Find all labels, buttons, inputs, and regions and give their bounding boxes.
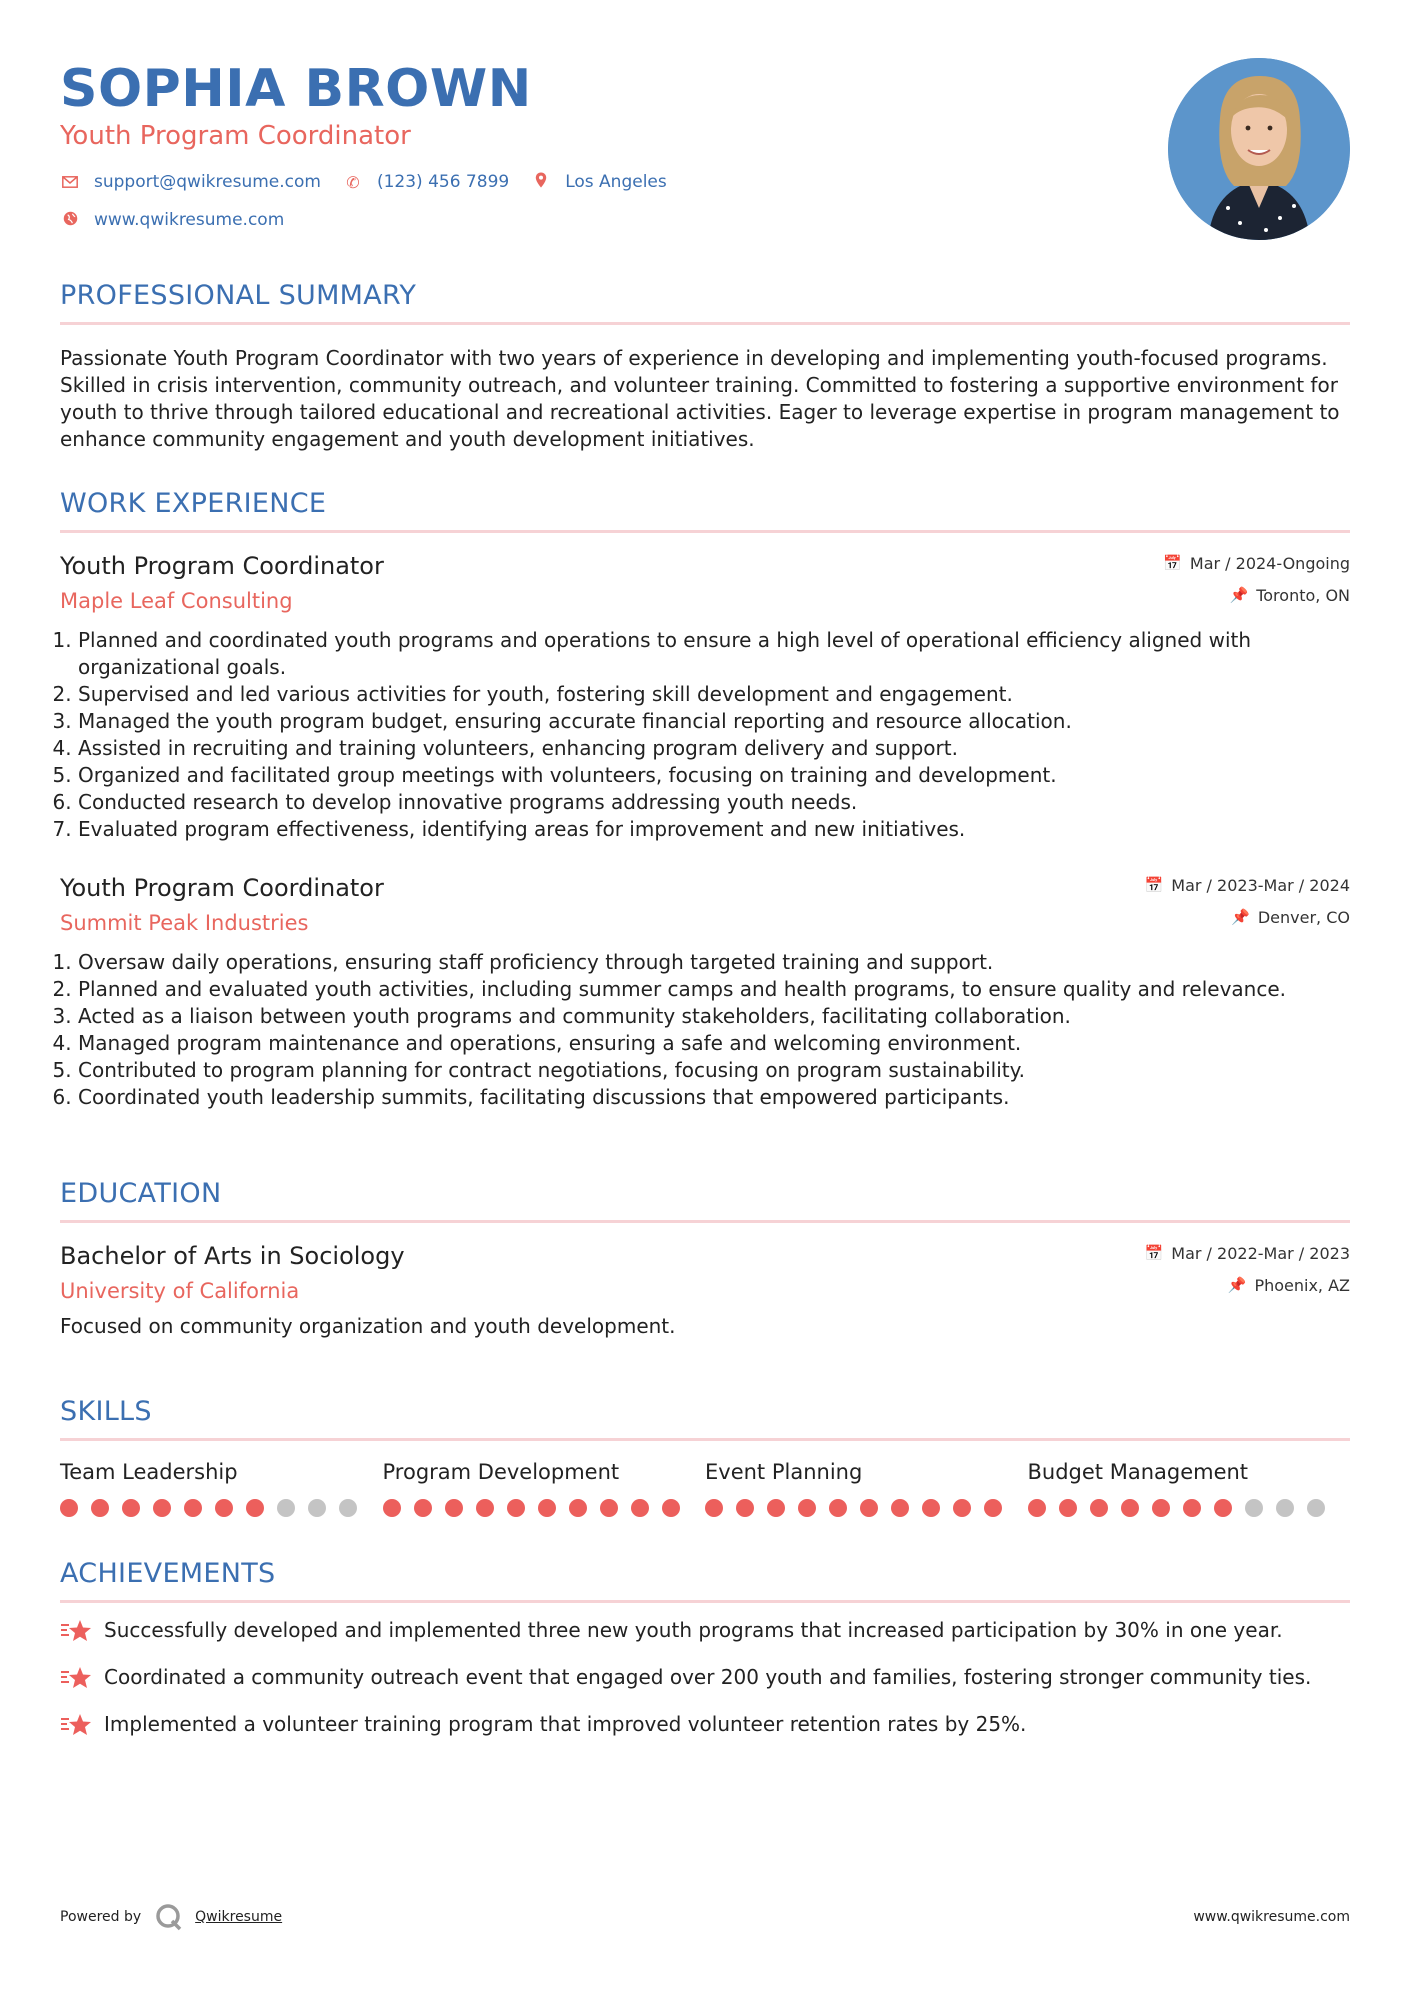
rating-dot-filled: [705, 1499, 723, 1517]
rating-dot-filled: [953, 1499, 971, 1517]
list-item: 5. Contributed to program planning for contract negotiations, focusing on program sustainability.: [78, 1057, 1350, 1084]
job-date: Mar / 2024-Ongoing: [1189, 553, 1350, 573]
education-date: Mar / 2022-Mar / 2023: [1171, 1243, 1350, 1263]
resume-header: [60, 60, 1350, 230]
rating-dot-empty: [277, 1499, 295, 1517]
calendar-icon: 📅: [1163, 554, 1182, 572]
skill-item: [705, 1459, 1028, 1517]
job-meta: [1145, 873, 1350, 929]
rating-dot-filled: [246, 1499, 264, 1517]
job-bullets: [60, 627, 1350, 843]
rating-dot-filled: [184, 1499, 202, 1517]
rating-dot-empty: [339, 1499, 357, 1517]
qwikresume-logo-icon: [155, 1903, 183, 1931]
summary-title: PROFESSIONAL SUMMARY: [60, 280, 417, 311]
email-text: support@qwikresume.com: [94, 172, 321, 192]
globe-icon: [60, 211, 80, 230]
candidate-name: SOPHIA BROWN: [60, 59, 532, 119]
rating-dot-filled: [736, 1499, 754, 1517]
phone-text: (123) 456 7899: [376, 172, 510, 192]
rating-dot-filled: [631, 1499, 649, 1517]
rating-dot-filled: [860, 1499, 878, 1517]
list-item: 6. Conducted research to develop innovative programs addressing youth needs.: [78, 789, 1350, 816]
rating-dot-filled: [984, 1499, 1002, 1517]
rating-dot-filled: [476, 1499, 494, 1517]
rating-dot-filled: [91, 1499, 109, 1517]
rating-dot-filled: [662, 1499, 680, 1517]
star-badge-icon: [60, 1619, 92, 1650]
envelope-icon: [60, 173, 80, 192]
rating-dot-empty: [1276, 1499, 1294, 1517]
school-name: University of California: [60, 1279, 300, 1303]
list-item: 1. Planned and coordinated youth programs and operations to ensure a high level of operational efficiency aligned with organizational goals.: [78, 627, 1350, 681]
list-item: 3. Acted as a liaison between youth programs and community stakeholders, facilitating collaboration.: [78, 1003, 1350, 1030]
rating-dot-filled: [1028, 1499, 1046, 1517]
rating-dot-filled: [798, 1499, 816, 1517]
rating-dot-filled: [569, 1499, 587, 1517]
job-entry: [60, 551, 1350, 843]
job-title: Youth Program Coordinator: [60, 552, 384, 580]
skill-rating: [383, 1499, 706, 1517]
rating-dot-filled: [922, 1499, 940, 1517]
education-entry: [60, 1241, 1350, 1340]
contact-website[interactable]: [60, 210, 284, 230]
rating-dot-filled: [153, 1499, 171, 1517]
rating-dot-filled: [383, 1499, 401, 1517]
pushpin-icon: 📌: [1231, 908, 1250, 926]
rating-dot-filled: [600, 1499, 618, 1517]
footer-powered: [60, 1903, 282, 1931]
rating-dot-filled: [414, 1499, 432, 1517]
list-item: 6. Coordinated youth leadership summits, facilitating discussions that empowered participants.: [78, 1084, 1350, 1111]
page-footer: [60, 1903, 1350, 1931]
rating-dot-filled: [767, 1499, 785, 1517]
summary-text: Passionate Youth Program Coordinator with two years of experience in developing and implementing youth-focused programs. Skilled in crisis intervention, community outreach, and volunteer training. Committed to fostering a supportive environment for youth to thrive through tailored educational and recreational activities. Eager to leverage expertise in program management to enhance community engagement and youth development initiatives.: [60, 346, 1340, 451]
section-divider: [60, 1600, 1350, 1603]
degree-title: Bachelor of Arts in Sociology: [60, 1242, 405, 1270]
rating-dot-filled: [829, 1499, 847, 1517]
job-title: Youth Program Coordinator: [60, 874, 384, 902]
contact-email[interactable]: [60, 172, 321, 192]
skill-name: Team Leadership: [60, 1460, 238, 1484]
star-badge-icon: [60, 1713, 92, 1744]
profile-photo: [1168, 58, 1350, 240]
achievements-section: [60, 1558, 1350, 1744]
candidate-role: Youth Program Coordinator: [60, 121, 411, 151]
experience-title: WORK EXPERIENCE: [60, 488, 327, 519]
achievement-item: [60, 1617, 1350, 1650]
list-item: 1. Oversaw daily operations, ensuring staff proficiency through targeted training and support.: [78, 949, 1350, 976]
section-divider: [60, 530, 1350, 533]
skill-name: Budget Management: [1027, 1460, 1249, 1484]
contact-phone[interactable]: [343, 172, 509, 192]
job-meta: [1163, 551, 1350, 607]
list-item: 2. Supervised and led various activities for youth, fostering skill development and engagement.: [78, 681, 1350, 708]
skill-name: Event Planning: [705, 1460, 863, 1484]
summary-section: [60, 280, 1350, 453]
rating-dot-empty: [1245, 1499, 1263, 1517]
qwikresume-link[interactable]: Qwikresume: [195, 1909, 283, 1925]
rating-dot-filled: [1152, 1499, 1170, 1517]
list-item: 5. Organized and facilitated group meetings with volunteers, focusing on training and development.: [78, 762, 1350, 789]
skills-section: [60, 1396, 1350, 1517]
phone-icon: ✆: [346, 172, 360, 192]
location-text: Los Angeles: [565, 172, 667, 192]
footer-url[interactable]: www.qwikresume.com: [1193, 1909, 1350, 1925]
rating-dot-empty: [1307, 1499, 1325, 1517]
job-date: Mar / 2023-Mar / 2024: [1171, 875, 1350, 895]
pushpin-icon: 📌: [1227, 1276, 1247, 1294]
contact-row-website: [60, 210, 1350, 230]
rating-dot-filled: [1214, 1499, 1232, 1517]
rating-dot-filled: [1059, 1499, 1077, 1517]
achievements-list: [60, 1617, 1350, 1744]
skill-item: [1028, 1459, 1351, 1517]
rating-dot-filled: [891, 1499, 909, 1517]
rating-dot-filled: [60, 1499, 78, 1517]
job-company: Maple Leaf Consulting: [60, 589, 293, 613]
job-location: Toronto, ON: [1256, 585, 1350, 605]
achievement-item: [60, 1664, 1350, 1697]
section-divider: [60, 1220, 1350, 1223]
rating-dot-filled: [215, 1499, 233, 1517]
section-divider: [60, 322, 1350, 325]
skill-name: Program Development: [382, 1460, 620, 1484]
education-meta: [1145, 1241, 1350, 1297]
skill-item: [383, 1459, 706, 1517]
job-entry: [60, 873, 1350, 1111]
list-item: 4. Managed program maintenance and operations, ensuring a safe and welcoming environment.: [78, 1030, 1350, 1057]
map-pin-icon: [531, 172, 551, 192]
calendar-icon: 📅: [1144, 1244, 1164, 1262]
skill-rating: [60, 1499, 383, 1517]
rating-dot-filled: [1183, 1499, 1201, 1517]
list-item: 4. Assisted in recruiting and training volunteers, enhancing program delivery and support.: [78, 735, 1350, 762]
section-divider: [60, 1438, 1350, 1441]
achievements-title: ACHIEVEMENTS: [60, 1558, 276, 1589]
contact-location: [531, 172, 667, 192]
job-bullets: [60, 949, 1350, 1111]
rating-dot-filled: [538, 1499, 556, 1517]
skill-rating: [705, 1499, 1028, 1517]
education-location: Phoenix, AZ: [1254, 1275, 1350, 1295]
star-badge-icon: [60, 1666, 92, 1697]
list-item: 7. Evaluated program effectiveness, identifying areas for improvement and new initiatives.: [78, 816, 1350, 843]
job-company: Summit Peak Industries: [60, 911, 309, 935]
achievement-text: Implemented a volunteer training program that improved volunteer retention rates by 25%.: [104, 1712, 1027, 1736]
skill-rating: [1028, 1499, 1351, 1517]
pushpin-icon: 📌: [1229, 586, 1249, 604]
achievement-item: [60, 1711, 1350, 1744]
achievement-text: Coordinated a community outreach event that engaged over 200 youth and families, fostering stronger community ties.: [104, 1665, 1312, 1689]
education-title: EDUCATION: [60, 1178, 222, 1209]
job-location: Denver, CO: [1257, 907, 1350, 927]
list-item: 2. Planned and evaluated youth activities, including summer camps and health programs, to ensure quality and relevance.: [78, 976, 1350, 1003]
website-text: www.qwikresume.com: [94, 210, 285, 230]
education-description: Focused on community organization and youth development.: [60, 1314, 676, 1338]
rating-dot-filled: [445, 1499, 463, 1517]
list-item: 3. Managed the youth program budget, ensuring accurate financial reporting and resource allocation.: [78, 708, 1350, 735]
contact-row: [60, 172, 1350, 192]
rating-dot-filled: [1090, 1499, 1108, 1517]
skill-item: [60, 1459, 383, 1517]
rating-dot-filled: [507, 1499, 525, 1517]
education-section: [60, 1178, 1350, 1340]
rating-dot-filled: [122, 1499, 140, 1517]
calendar-icon: 📅: [1144, 876, 1164, 894]
skills-title: SKILLS: [60, 1396, 152, 1427]
skills-grid: [60, 1459, 1350, 1517]
achievement-text: Successfully developed and implemented three new youth programs that increased participation by 30% in one year.: [104, 1618, 1283, 1642]
rating-dot-empty: [308, 1499, 326, 1517]
powered-by-label: Powered by: [60, 1909, 142, 1925]
rating-dot-filled: [1121, 1499, 1139, 1517]
experience-section: [60, 488, 1350, 1111]
